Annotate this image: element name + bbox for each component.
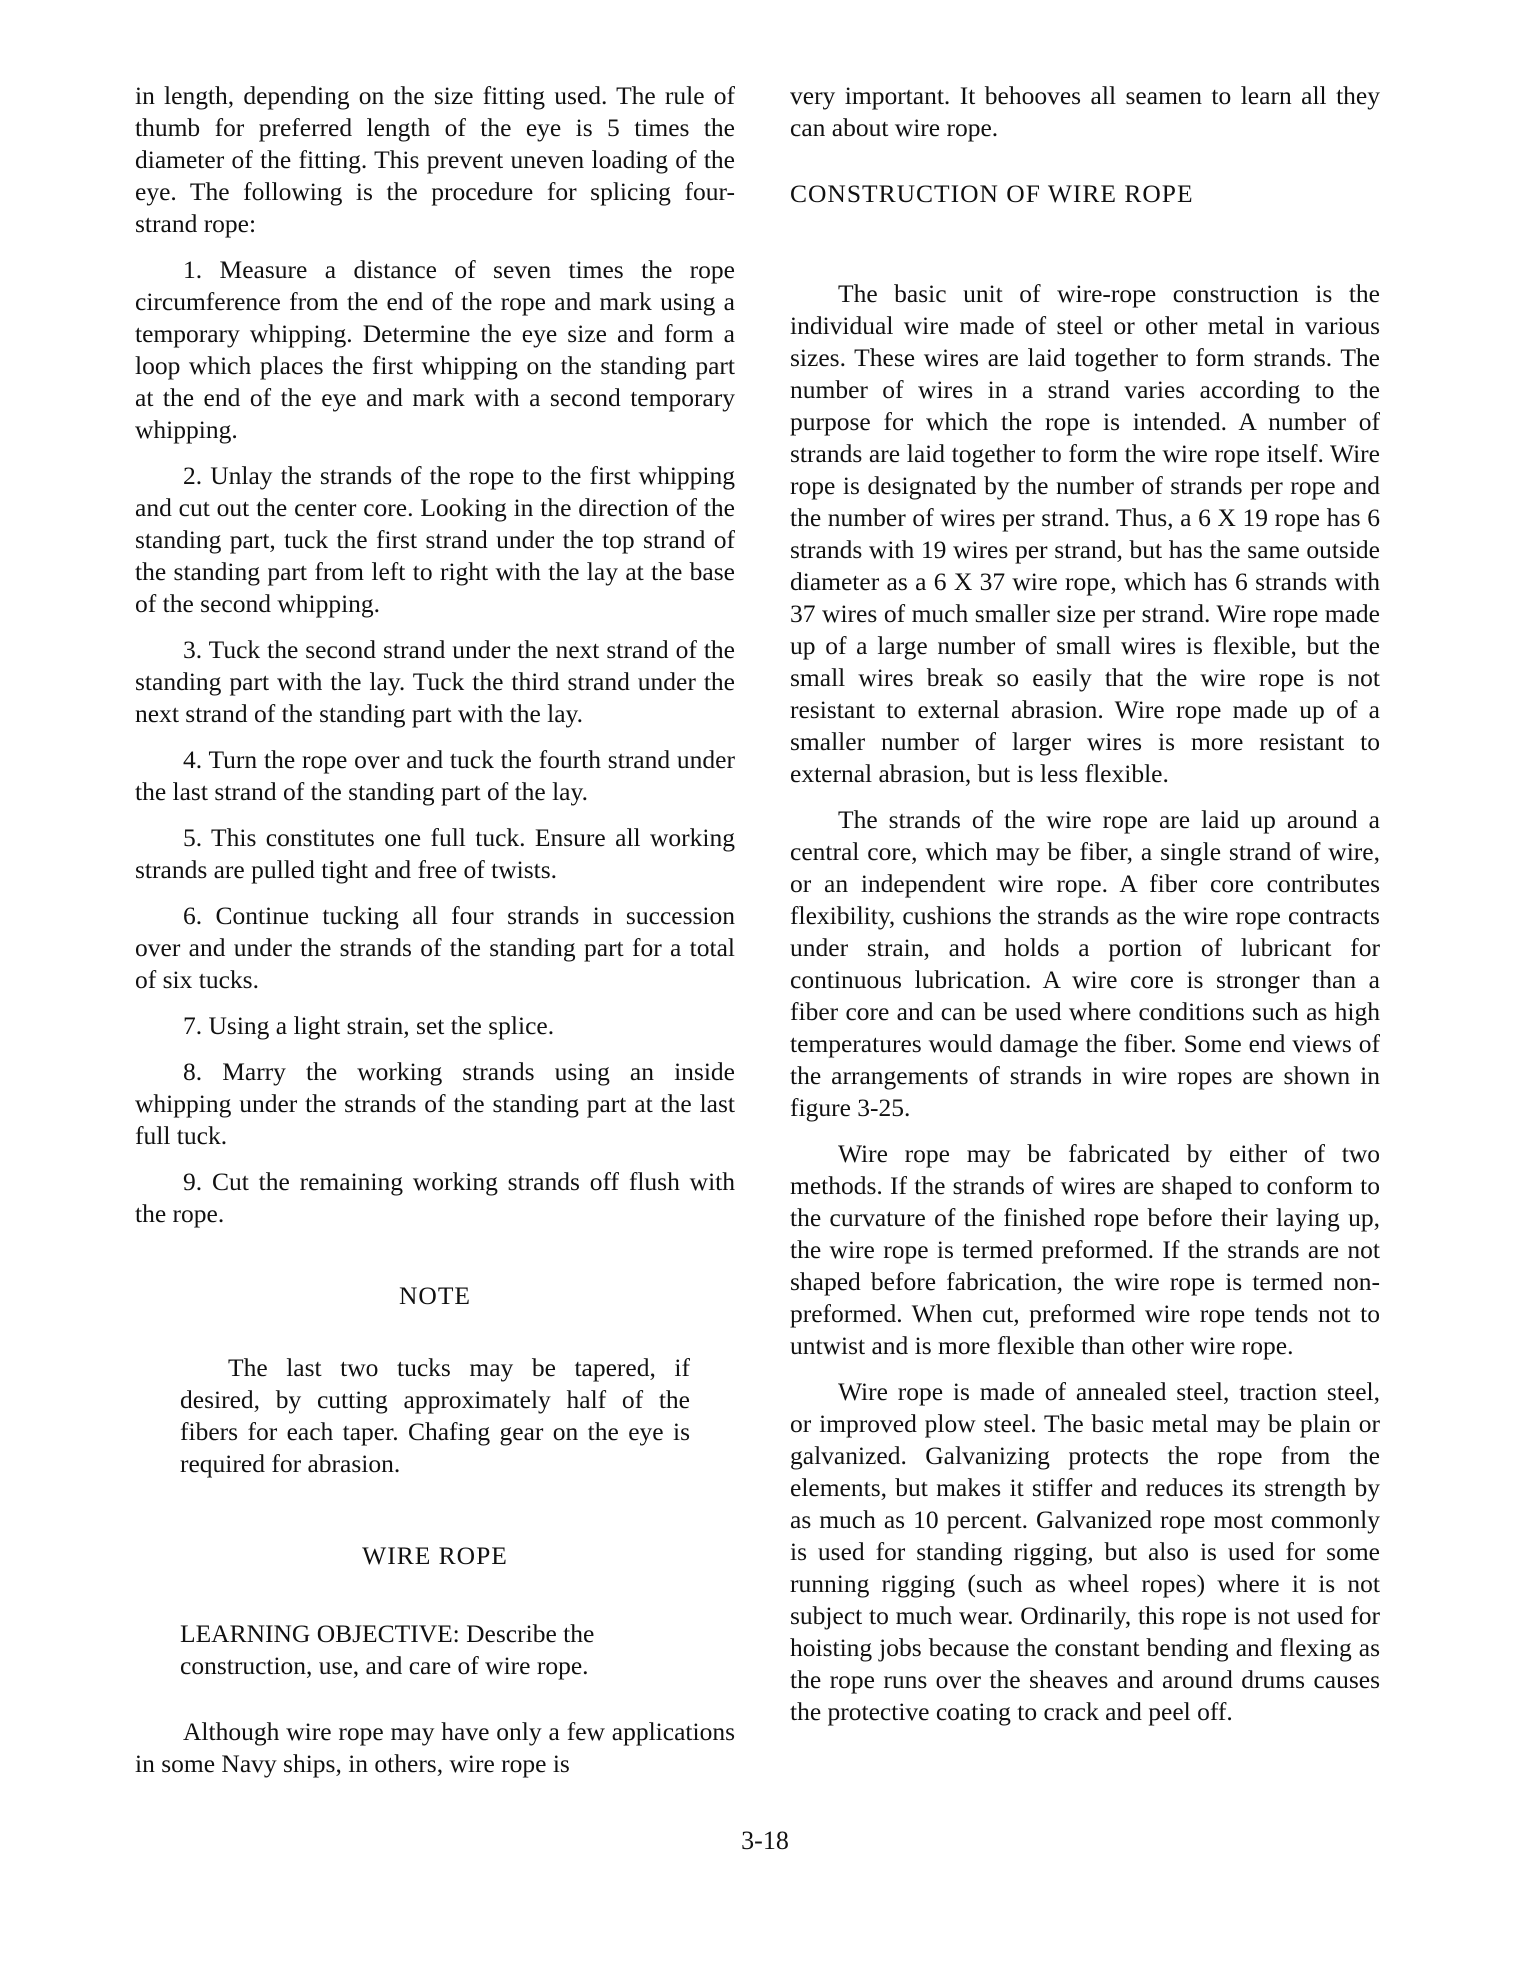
step-3: 3. Tuck the second strand under the next strand of the standing part with the lay. Tuck the third strand under the next strand of the standing part with the lay. (135, 635, 735, 728)
continuation-paragraph: very important. It behooves all seamen to learn all they can about wire rope. (790, 81, 1380, 142)
learning-objective: LEARNING OBJECTIVE: Describe the construction, use, and care of wire rope. (180, 1619, 595, 1680)
step-7: 7. Using a light strain, set the splice. (183, 1011, 555, 1040)
step-2: 2. Unlay the strands of the rope to the first whipping and cut out the center core. Looking in the direction of the standing part, tuck the first strand under the top strand of the standing part from left to right with the lay at the base of the second whipping. (135, 461, 735, 618)
step-6: 6. Continue tucking all four strands in succession over and under the strands of the standing part for a total of six tucks. (135, 901, 735, 994)
step-5: 5. This constitutes one full tuck. Ensure all working strands are pulled tight and free of twists. (135, 823, 735, 884)
note-heading: NOTE (399, 1281, 471, 1310)
note-text: The last two tucks may be tapered, if desired, by cutting approximately half of the fibers for each taper. Chafing gear on the eye is required for abrasion. (180, 1353, 690, 1478)
paragraph-materials: Wire rope is made of annealed steel, traction steel, or improved plow steel. The basic metal may be plain or galvanized. Galvanizing protects the rope from the elements, but makes it stiffer and reduces its strength by as much as 10 percent. Galvanized rope most commonly is used for standing rigging, but also is used for some running rigging (such as wheel ropes) where it is not subject to much wear. Ordinarily, this rope is not used for hoisting jobs because the constant bending and flexing as the rope runs over the sheaves and around drums causes the protective coating to crack and peel off. (790, 1377, 1380, 1726)
step-4: 4. Turn the rope over and tuck the fourth strand under the last strand of the standing part of the lay. (135, 745, 735, 806)
right-column (790, 80, 1380, 1742)
section-heading-wire-rope: WIRE ROPE (362, 1541, 508, 1570)
step-8: 8. Marry the working strands using an inside whipping under the strands of the standing part at the last full tuck. (135, 1057, 735, 1150)
paragraph-basic-unit: The basic unit of wire-rope construction is the individual wire made of steel or other metal in various sizes. These wires are laid together to form strands. The number of wires in a strand varies according to the purpose for which the rope is intended. A number of strands are laid together to form the wire rope itself. Wire rope is designated by the number of strands per rope and the number of wires per strand. Thus, a 6 X 19 rope has 6 strands with 19 wires per strand, but has the same outside diameter as a 6 X 37 wire rope, which has 6 strands with 37 wires of much smaller size per strand. Wire rope made up of a large number of small wires is flexible, but the small wires break so easily that the wire rope is not resistant to external abrasion. Wire rope made up of a smaller number of larger wires is more resistant to external abrasion, but is less flexible. (790, 279, 1380, 788)
paragraph-core: The strands of the wire rope are laid up around a central core, which may be fiber, a single strand of wire, or an independent wire rope. A fiber core contributes flexibility, cushions the strands as the wire rope contracts under strain, and holds a portion of lubricant for continuous lubrication. A wire core is stronger than a fiber core and can be used where conditions such as high temperatures would damage the fiber. Some end views of the arrangements of strands in wire ropes are shown in figure 3-25. (790, 805, 1380, 1122)
section-heading-construction: CONSTRUCTION OF WIRE ROPE (790, 179, 1194, 208)
step-9: 9. Cut the remaining working strands off flush with the rope. (135, 1167, 735, 1228)
intro-paragraph: in length, depending on the size fitting used. The rule of thumb for preferred length of the eye is 5 times the diameter of the fitting. This prevent uneven loading of the eye. The following is the procedure for splicing four-strand rope: (135, 81, 735, 238)
paragraph-fabrication: Wire rope may be fabricated by either of two methods. If the strands of wires are shaped to conform to the curvature of the finished rope before their laying up, the wire rope is termed preformed. If the strands are not shaped before fabrication, the wire rope is termed non-preformed. When cut, preformed wire rope tends not to untwist and is more flexible than other wire rope. (790, 1139, 1380, 1360)
closing-paragraph: Although wire rope may have only a few applications in some Navy ships, in others, wire rope is (135, 1717, 735, 1778)
left-column (135, 80, 735, 1794)
step-1: 1. Measure a distance of seven times the rope circumference from the end of the rope and mark using a temporary whipping. Determine the eye size and form a loop which places the first whipping on the standing part at the end of the eye and mark with a second temporary whipping. (135, 255, 735, 444)
page-number: 3-18 (741, 1826, 789, 1855)
